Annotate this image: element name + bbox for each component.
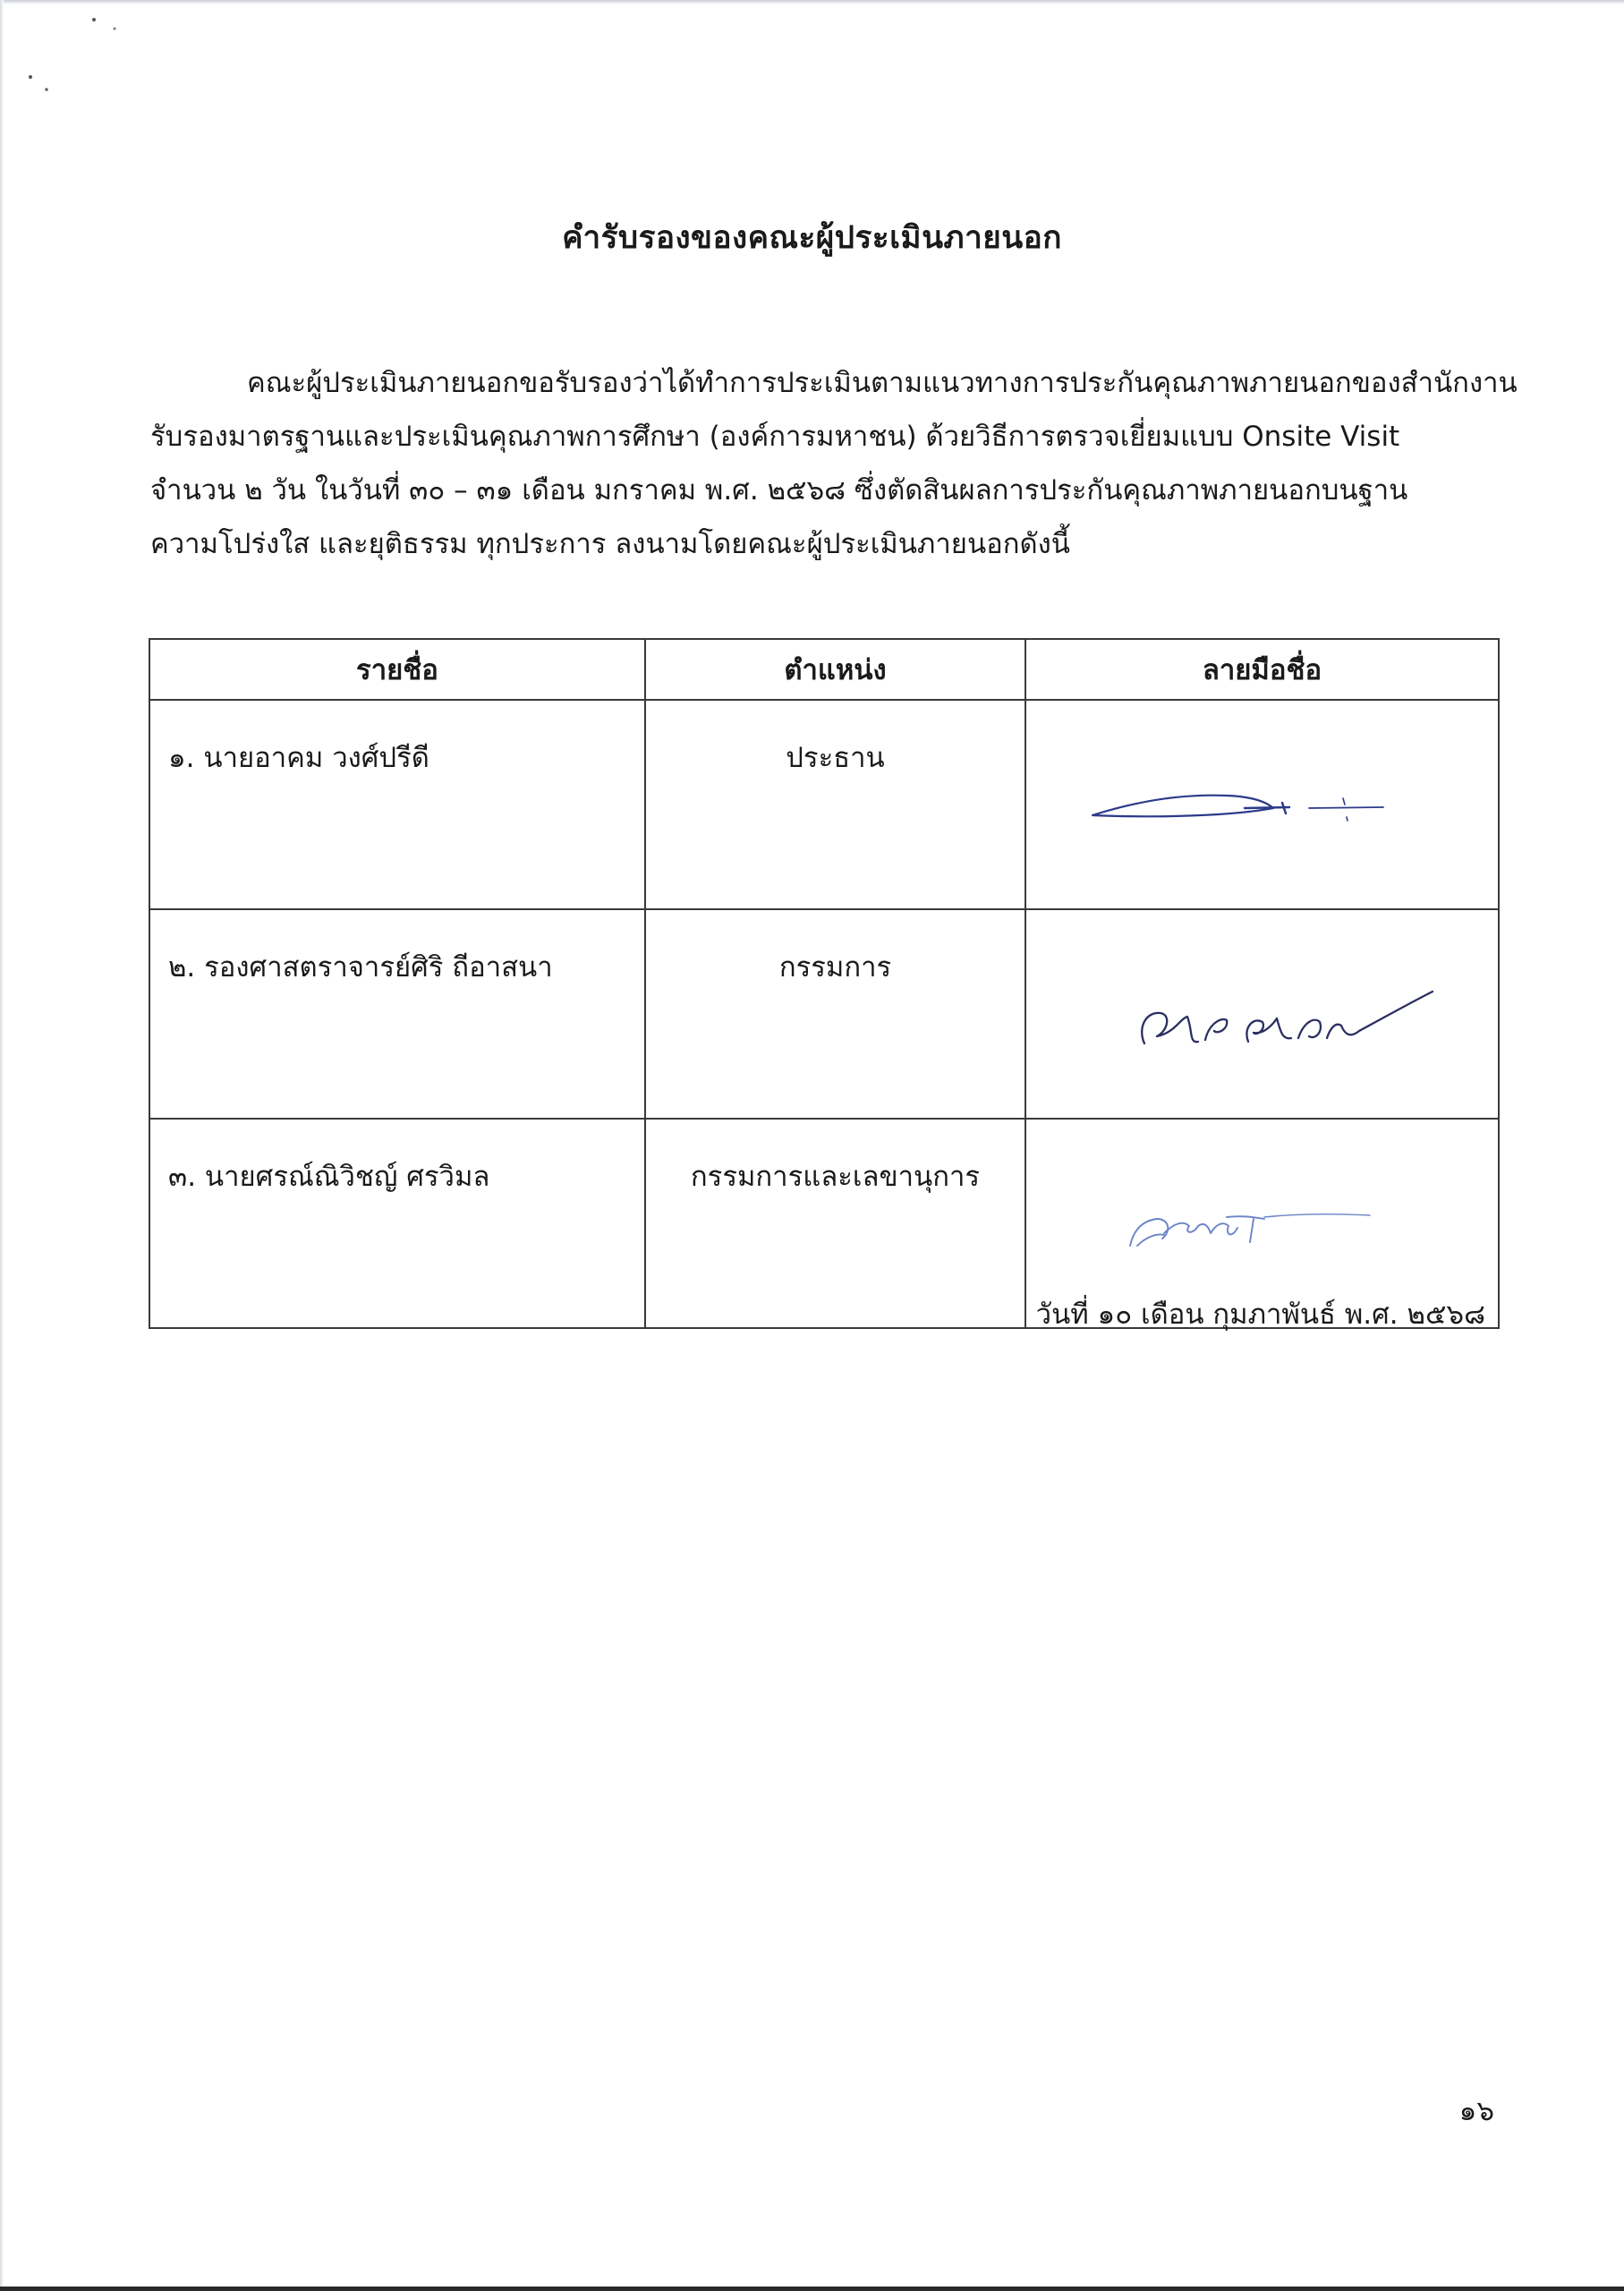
- header-name: รายชื่อ: [149, 639, 645, 700]
- signatory-name: ๑. นายอาคม วงศ์ปรีดี: [149, 700, 645, 909]
- scan-bottom-edge: [0, 2287, 1624, 2291]
- signatories-table: [149, 638, 1500, 1329]
- signature-cell: [1025, 909, 1499, 1119]
- signature-cell: [1025, 700, 1499, 909]
- signing-date: วันที่ ๑๐ เดือน กุมภาพันธ์ พ.ศ. ๒๕๖๘: [1035, 1299, 1485, 1331]
- signature-image: [1075, 769, 1450, 840]
- signatory-name: ๒. รองศาสตราจารย์ศิริ ถีอาสนา: [149, 909, 645, 1119]
- paragraph-line: ความโปร่งใส และยุติธรรม ทุกประการ ลงนามโดยคณะผู้ประเมินภายนอกดังนี้: [150, 528, 1070, 560]
- signatory-position: ประธาน: [645, 700, 1025, 909]
- paragraph-line: รับรองมาตรฐานและประเมินคุณภาพการศึกษา (องค์การมหาชน) ด้วยวิธีการตรวจเยี่ยมแบบ Onsite Visit: [150, 421, 1400, 453]
- signatory-position: กรรมการและเลขานุการ: [645, 1119, 1025, 1328]
- table-row: [149, 909, 1499, 1119]
- paragraph-line: คณะผู้ประเมินภายนอกขอรับรองว่าได้ทำการประเมินตามแนวทางการประกันคุณภาพภายนอกของสำนักงาน: [247, 367, 1518, 399]
- table-header-row: [149, 639, 1499, 700]
- header-position: ตำแหน่ง: [645, 639, 1025, 700]
- signatory-position: กรรมการ: [645, 909, 1025, 1119]
- header-signature: ลายมือชื่อ: [1025, 639, 1499, 700]
- certification-paragraph: [150, 356, 1518, 571]
- paragraph-line: จำนวน ๒ วัน ในวันที่ ๓๐ – ๓๑ เดือน มกราคม พ.ศ. ๒๕๖๘ ซึ่งตัดสินผลการประกันคุณภาพภายนอกบนฐาน: [150, 474, 1408, 507]
- signature-image: [1075, 965, 1450, 1063]
- table-row: [149, 700, 1499, 909]
- signatory-name: ๓. นายศรณ์ณิวิชญ์ ศรวิมล: [149, 1119, 645, 1328]
- signature-image: [1075, 1183, 1450, 1264]
- page-title: คำรับรองของคณะผู้ประเมินภายนอก: [562, 220, 1062, 256]
- page-number: ๑๖: [1458, 2095, 1494, 2127]
- scan-top-edge: [0, 0, 1624, 4]
- scan-specks: [0, 0, 143, 107]
- scan-left-edge: [0, 0, 4, 2291]
